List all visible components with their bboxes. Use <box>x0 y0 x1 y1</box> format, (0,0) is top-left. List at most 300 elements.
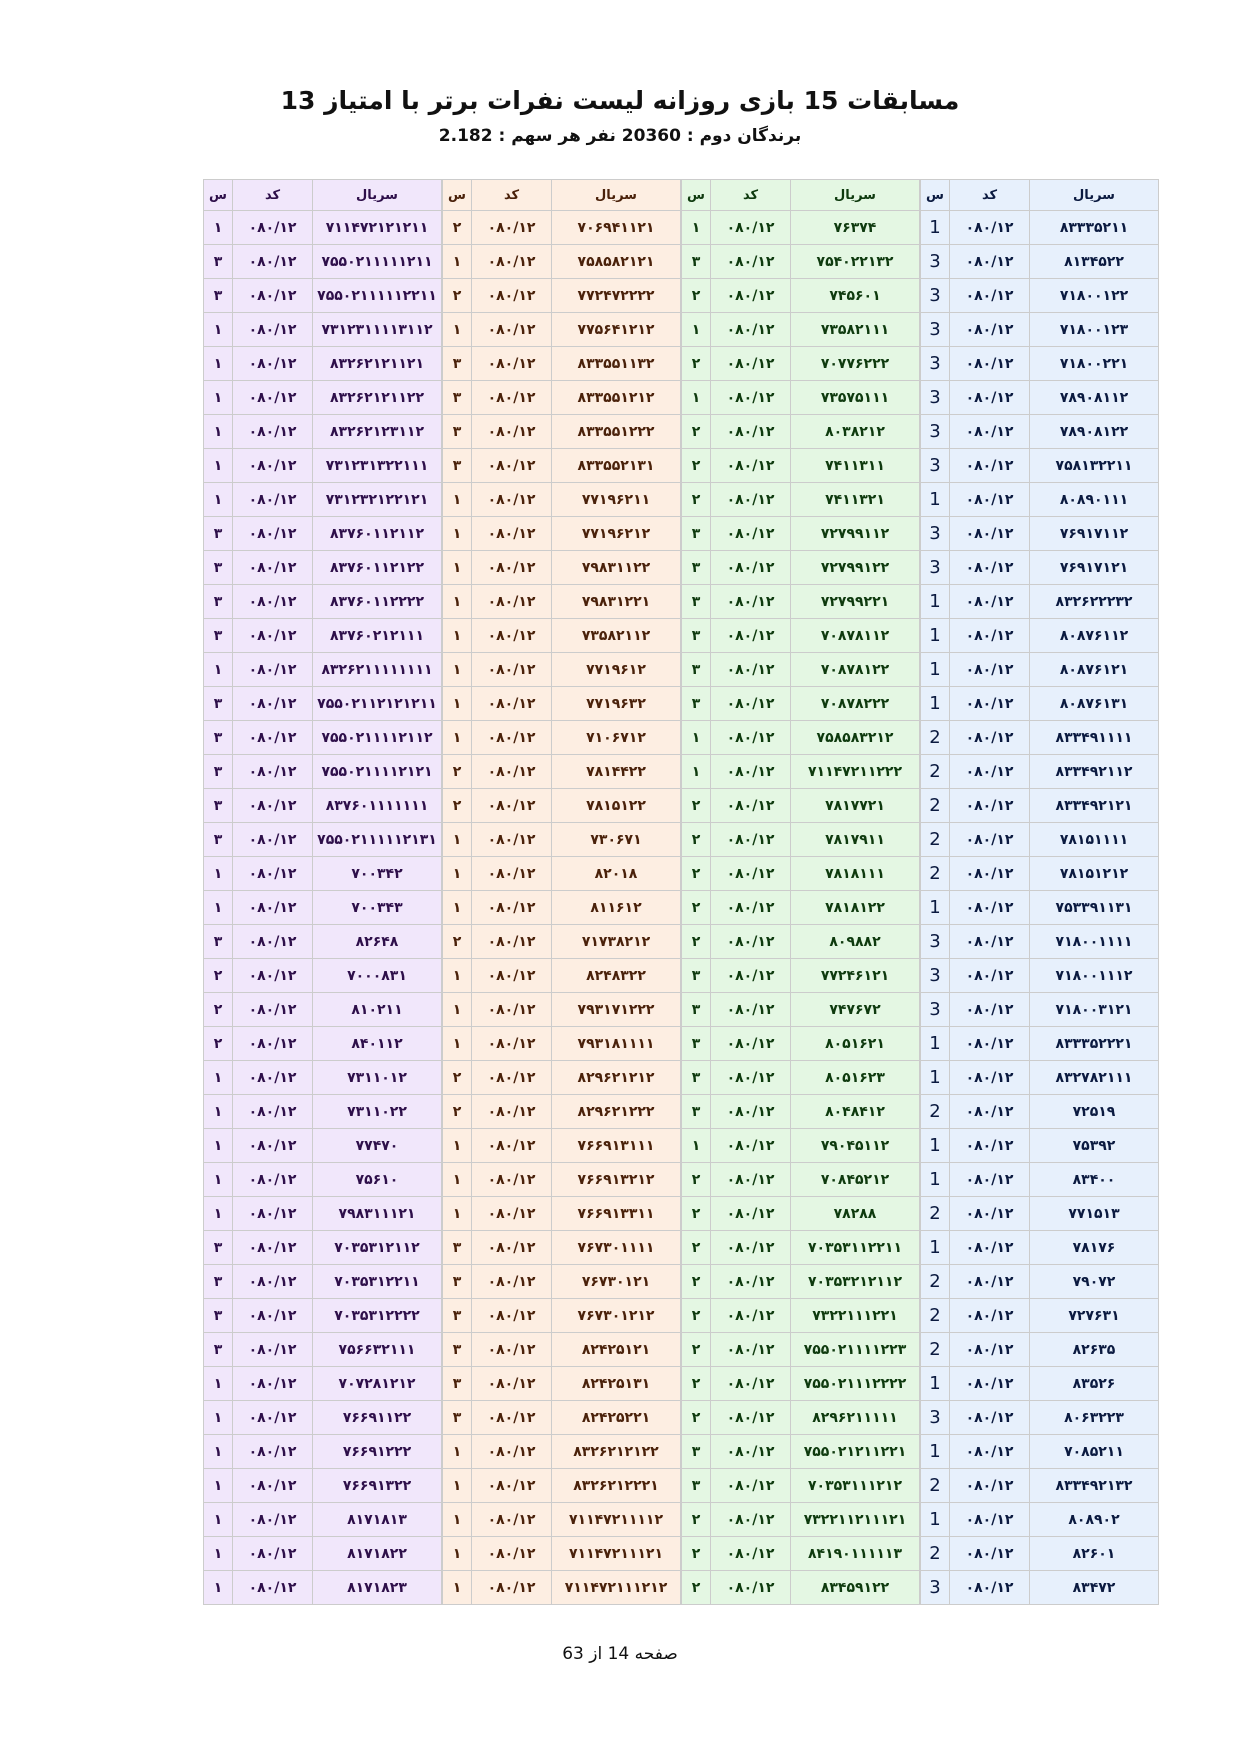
code-cell: ۰۸۰/۱۲ <box>233 687 313 721</box>
table-row <box>443 1163 681 1197</box>
s-cell: ۳ <box>682 653 711 687</box>
code-cell: ۰۸۰/۱۲ <box>950 1503 1030 1537</box>
code-cell: ۰۸۰/۱۲ <box>950 1027 1030 1061</box>
table-row <box>682 449 920 483</box>
code-cell: ۰۸۰/۱۲ <box>950 1333 1030 1367</box>
serial-cell: ۸۳۷۶۰۲۱۲۱۱۱ <box>313 619 442 653</box>
table-row <box>443 1333 681 1367</box>
serial-cell: ۸۳۷۶۰۱۱۲۲۲۲ <box>313 585 442 619</box>
code-cell: ۰۸۰/۱۲ <box>950 1129 1030 1163</box>
table-row <box>204 449 442 483</box>
table-row <box>204 1129 442 1163</box>
table-row <box>921 1163 1159 1197</box>
s-cell: ۱ <box>443 823 472 857</box>
serial-cell: ۷۶۶۹۱۳۳۱۱ <box>552 1197 681 1231</box>
s-cell: ۲ <box>682 891 711 925</box>
code-cell: ۰۸۰/۱۲ <box>472 959 552 993</box>
s-cell: ۱ <box>204 1197 233 1231</box>
code-cell: ۰۸۰/۱۲ <box>233 585 313 619</box>
table-row <box>443 789 681 823</box>
s-cell: ۳ <box>682 245 711 279</box>
col-header-code: کد <box>233 180 313 211</box>
serial-cell: ۷۵۶۶۳۲۱۱۱ <box>313 1333 442 1367</box>
s-cell: ۱ <box>443 959 472 993</box>
code-cell: ۰۸۰/۱۲ <box>950 1231 1030 1265</box>
serial-cell: ۸۳۳۴۹۲۱۲۱ <box>1030 789 1159 823</box>
serial-cell: ۷۹۸۳۱۱۱۲۱ <box>313 1197 442 1231</box>
table-row <box>682 1197 920 1231</box>
code-cell: ۰۸۰/۱۲ <box>472 1333 552 1367</box>
code-cell: ۰۸۰/۱۲ <box>711 1299 791 1333</box>
serial-cell: ۷۰۷۲۸۱۲۱۲ <box>313 1367 442 1401</box>
serial-cell: ۸۳۳۴۹۱۱۱۱ <box>1030 721 1159 755</box>
s-cell: 2 <box>921 1265 950 1299</box>
serial-cell: ۸۴۱۹۰۱۱۱۱۱۳ <box>791 1537 920 1571</box>
code-cell: ۰۸۰/۱۲ <box>711 1537 791 1571</box>
serial-cell: ۸۰۴۸۴۱۲ <box>791 1095 920 1129</box>
s-cell: ۲ <box>443 789 472 823</box>
table-row <box>443 415 681 449</box>
serial-cell: ۷۱۸۰۰۱۲۳ <box>1030 313 1159 347</box>
code-cell: ۰۸۰/۱۲ <box>950 857 1030 891</box>
serial-cell: ۷۳۱۲۳۱۱۱۱۳۱۱۲ <box>313 313 442 347</box>
code-cell: ۰۸۰/۱۲ <box>233 211 313 245</box>
s-cell: 2 <box>921 755 950 789</box>
table-row <box>204 1197 442 1231</box>
serial-cell: ۸۱۷۱۸۱۳ <box>313 1503 442 1537</box>
code-cell: ۰۸۰/۱۲ <box>233 653 313 687</box>
table-row <box>921 1537 1159 1571</box>
table-row <box>204 585 442 619</box>
code-cell: ۰۸۰/۱۲ <box>711 279 791 313</box>
code-cell: ۰۸۰/۱۲ <box>472 891 552 925</box>
code-cell: ۰۸۰/۱۲ <box>711 1435 791 1469</box>
table-row <box>921 1061 1159 1095</box>
table-row <box>443 755 681 789</box>
table-row <box>682 721 920 755</box>
code-cell: ۰۸۰/۱۲ <box>711 721 791 755</box>
serial-cell: ۷۷۵۶۴۱۲۱۲ <box>552 313 681 347</box>
s-cell: 3 <box>921 1571 950 1605</box>
table-row <box>443 1129 681 1163</box>
table-row <box>682 1299 920 1333</box>
code-cell: ۰۸۰/۱۲ <box>472 823 552 857</box>
serial-cell: ۷۹۰۴۵۱۱۲ <box>791 1129 920 1163</box>
code-cell: ۰۸۰/۱۲ <box>472 1265 552 1299</box>
serial-cell: ۷۵۵۰۲۱۱۱۱۱۲۱۳۱ <box>313 823 442 857</box>
table-row <box>682 1061 920 1095</box>
code-cell: ۰۸۰/۱۲ <box>950 789 1030 823</box>
table-row <box>204 1469 442 1503</box>
code-cell: ۰۸۰/۱۲ <box>711 1469 791 1503</box>
code-cell: ۰۸۰/۱۲ <box>950 959 1030 993</box>
table-row <box>682 1571 920 1605</box>
table-row <box>921 721 1159 755</box>
code-cell: ۰۸۰/۱۲ <box>472 1095 552 1129</box>
s-cell: 1 <box>921 891 950 925</box>
serial-cell: ۸۳۴۷۲ <box>1030 1571 1159 1605</box>
table-row <box>204 211 442 245</box>
s-cell: ۱ <box>204 415 233 449</box>
s-cell: ۱ <box>443 1537 472 1571</box>
serial-cell: ۸۳۷۶۰۱۱۲۱۱۲ <box>313 517 442 551</box>
table-row <box>443 279 681 313</box>
s-cell: 3 <box>921 347 950 381</box>
serial-cell: ۸۰۵۱۶۲۱ <box>791 1027 920 1061</box>
code-cell: ۰۸۰/۱۲ <box>233 1367 313 1401</box>
table-row <box>443 483 681 517</box>
table-row <box>443 823 681 857</box>
code-cell: ۰۸۰/۱۲ <box>233 993 313 1027</box>
code-cell: ۰۸۰/۱۲ <box>711 517 791 551</box>
s-cell: ۳ <box>682 551 711 585</box>
table-row <box>921 1435 1159 1469</box>
serial-cell: ۸۲۹۶۲۱۲۱۲ <box>552 1061 681 1095</box>
header-row <box>682 180 920 211</box>
table-row <box>921 993 1159 1027</box>
serial-cell: ۸۰۳۸۲۱۲ <box>791 415 920 449</box>
code-cell: ۰۸۰/۱۲ <box>711 381 791 415</box>
serial-cell: ۸۲۹۶۲۱۱۱۱۱ <box>791 1401 920 1435</box>
table-row <box>204 415 442 449</box>
s-cell: ۱ <box>443 551 472 585</box>
table-row <box>921 1503 1159 1537</box>
table-row <box>921 687 1159 721</box>
code-cell: ۰۸۰/۱۲ <box>950 1095 1030 1129</box>
s-cell: 3 <box>921 313 950 347</box>
serial-cell: ۷۶۶۹۱۳۲۲ <box>313 1469 442 1503</box>
code-cell: ۰۸۰/۱۲ <box>950 925 1030 959</box>
s-cell: ۱ <box>204 653 233 687</box>
code-cell: ۰۸۰/۱۲ <box>711 1095 791 1129</box>
code-cell: ۰۸۰/۱۲ <box>472 789 552 823</box>
table-row <box>443 1537 681 1571</box>
serial-cell: ۸۰۶۳۲۲۳ <box>1030 1401 1159 1435</box>
code-cell: ۰۸۰/۱۲ <box>233 313 313 347</box>
serial-cell: ۸۳۴۵۹۱۲۲ <box>791 1571 920 1605</box>
table-row <box>682 517 920 551</box>
table-row <box>682 619 920 653</box>
table-row <box>682 483 920 517</box>
serial-cell: ۷۳۱۱۰۲۲ <box>313 1095 442 1129</box>
serial-cell: ۷۲۵۱۹ <box>1030 1095 1159 1129</box>
table-row <box>921 857 1159 891</box>
code-cell: ۰۸۰/۱۲ <box>711 551 791 585</box>
code-cell: ۰۸۰/۱۲ <box>233 1401 313 1435</box>
s-cell: 1 <box>921 1367 950 1401</box>
serial-cell: ۷۸۱۵۱۲۱۲ <box>1030 857 1159 891</box>
serial-cell: ۸۳۲۷۸۲۱۱۱ <box>1030 1061 1159 1095</box>
serial-cell: ۷۰۸۷۸۲۲۲ <box>791 687 920 721</box>
serial-cell: ۸۳۲۶۲۱۲۱۱۲۲ <box>313 381 442 415</box>
serial-cell: ۷۵۵۰۲۱۱۱۱۱۲۲۱۱ <box>313 279 442 313</box>
s-cell: 2 <box>921 823 950 857</box>
serial-cell: ۸۲۶۰۱ <box>1030 1537 1159 1571</box>
serial-cell: ۷۷۱۹۶۱۲ <box>552 653 681 687</box>
table-row <box>921 925 1159 959</box>
table-row <box>682 1435 920 1469</box>
code-cell: ۰۸۰/۱۲ <box>711 1367 791 1401</box>
code-cell: ۰۸۰/۱۲ <box>711 653 791 687</box>
results-block-1 <box>920 179 1159 1605</box>
serial-cell: ۷۳۱۲۳۱۳۲۲۱۱۱ <box>313 449 442 483</box>
s-cell: ۱ <box>443 1129 472 1163</box>
code-cell: ۰۸۰/۱۲ <box>233 1231 313 1265</box>
s-cell: 2 <box>921 1197 950 1231</box>
code-cell: ۰۸۰/۱۲ <box>711 1027 791 1061</box>
serial-cell: ۷۲۷۹۹۲۲۱ <box>791 585 920 619</box>
s-cell: ۲ <box>204 1027 233 1061</box>
results-grid <box>86 179 1159 1605</box>
serial-cell: ۷۶۳۷۴ <box>791 211 920 245</box>
serial-cell: ۷۵۳۹۲ <box>1030 1129 1159 1163</box>
code-cell: ۰۸۰/۱۲ <box>472 1571 552 1605</box>
s-cell: ۲ <box>682 449 711 483</box>
serial-cell: ۷۳۵۸۲۱۱۱ <box>791 313 920 347</box>
s-cell: 2 <box>921 1095 950 1129</box>
code-cell: ۰۸۰/۱۲ <box>233 1333 313 1367</box>
serial-cell: ۷۰۳۵۳۱۱۲۲۱۱ <box>791 1231 920 1265</box>
table-row <box>921 1299 1159 1333</box>
col-header-s: س <box>204 180 233 211</box>
serial-cell: ۷۱۸۰۰۳۱۲۱ <box>1030 993 1159 1027</box>
table-row <box>204 857 442 891</box>
table-row <box>443 1061 681 1095</box>
s-cell: ۱ <box>204 1401 233 1435</box>
results-block-4 <box>203 179 442 1605</box>
table-row <box>204 1333 442 1367</box>
s-cell: ۲ <box>682 925 711 959</box>
code-cell: ۰۸۰/۱۲ <box>950 1265 1030 1299</box>
serial-cell: ۷۵۸۱۳۲۲۱۱ <box>1030 449 1159 483</box>
serial-cell: ۸۳۷۶۰۱۱۱۱۱۱۱ <box>313 789 442 823</box>
code-cell: ۰۸۰/۱۲ <box>233 551 313 585</box>
code-cell: ۰۸۰/۱۲ <box>233 619 313 653</box>
code-cell: ۰۸۰/۱۲ <box>950 381 1030 415</box>
table-row <box>204 993 442 1027</box>
s-cell: ۱ <box>443 993 472 1027</box>
serial-cell: ۷۰۸۴۵۲۱۲ <box>791 1163 920 1197</box>
code-cell: ۰۸۰/۱۲ <box>233 347 313 381</box>
s-cell: ۱ <box>204 483 233 517</box>
s-cell: ۲ <box>682 1571 711 1605</box>
serial-cell: ۷۵۵۰۲۱۱۱۱۱۲۱۱ <box>313 245 442 279</box>
serial-cell: ۸۰۸۷۶۱۳۱ <box>1030 687 1159 721</box>
serial-cell: ۸۳۳۳۵۲۲۲۱ <box>1030 1027 1159 1061</box>
s-cell: ۳ <box>443 1265 472 1299</box>
table-row <box>204 1571 442 1605</box>
code-cell: ۰۸۰/۱۲ <box>711 755 791 789</box>
code-cell: ۰۸۰/۱۲ <box>950 313 1030 347</box>
s-cell: ۳ <box>443 415 472 449</box>
code-cell: ۰۸۰/۱۲ <box>711 449 791 483</box>
code-cell: ۰۸۰/۱۲ <box>472 993 552 1027</box>
s-cell: ۳ <box>204 1333 233 1367</box>
code-cell: ۰۸۰/۱۲ <box>950 347 1030 381</box>
serial-cell: ۷۰۰۰۸۳۱ <box>313 959 442 993</box>
table-row <box>443 857 681 891</box>
s-cell: ۳ <box>204 619 233 653</box>
s-cell: ۲ <box>682 1503 711 1537</box>
code-cell: ۰۸۰/۱۲ <box>233 517 313 551</box>
serial-cell: ۷۰۳۵۳۱۱۱۲۱۲ <box>791 1469 920 1503</box>
table-row <box>921 1265 1159 1299</box>
s-cell: 2 <box>921 1469 950 1503</box>
s-cell: ۲ <box>443 1095 472 1129</box>
serial-cell: ۷۵۸۵۸۳۲۱۲ <box>791 721 920 755</box>
table-row <box>921 347 1159 381</box>
serial-cell: ۸۳۳۵۵۱۲۲۲ <box>552 415 681 449</box>
s-cell: ۱ <box>443 653 472 687</box>
serial-cell: ۷۶۷۳۰۱۲۱۲ <box>552 1299 681 1333</box>
serial-cell: ۷۶۷۳۰۱۱۱۱ <box>552 1231 681 1265</box>
table-row <box>443 891 681 925</box>
table-row <box>204 347 442 381</box>
serial-cell: ۷۸۹۰۸۱۱۲ <box>1030 381 1159 415</box>
serial-cell: ۷۵۶۱۰ <box>313 1163 442 1197</box>
table-row <box>204 755 442 789</box>
serial-cell: ۷۱۱۴۷۲۱۲۱۲۱۱ <box>313 211 442 245</box>
s-cell: ۳ <box>204 517 233 551</box>
s-cell: ۲ <box>682 347 711 381</box>
table-row <box>204 1367 442 1401</box>
serial-cell: ۷۹۳۱۷۱۲۲۲ <box>552 993 681 1027</box>
s-cell: ۱ <box>204 1129 233 1163</box>
code-cell: ۰۸۰/۱۲ <box>472 1163 552 1197</box>
table-row <box>204 551 442 585</box>
code-cell: ۰۸۰/۱۲ <box>233 959 313 993</box>
serial-cell: ۷۲۷۶۳۱ <box>1030 1299 1159 1333</box>
page-subtitle: برندگان دوم : 20360 نفر هر سهم : 2.182 <box>438 126 802 146</box>
code-cell: ۰۸۰/۱۲ <box>711 687 791 721</box>
code-cell: ۰۸۰/۱۲ <box>711 925 791 959</box>
s-cell: ۳ <box>682 1469 711 1503</box>
serial-cell: ۷۶۶۹۱۲۲۲ <box>313 1435 442 1469</box>
s-cell: ۲ <box>682 415 711 449</box>
code-cell: ۰۸۰/۱۲ <box>950 1367 1030 1401</box>
table-row <box>921 1027 1159 1061</box>
table-row <box>204 1095 442 1129</box>
serial-cell: ۷۰۳۵۳۱۲۲۱۱ <box>313 1265 442 1299</box>
serial-cell: ۷۶۶۹۱۳۲۱۲ <box>552 1163 681 1197</box>
table-row <box>682 653 920 687</box>
col-header-s: س <box>682 180 711 211</box>
serial-cell: ۷۸۱۸۱۱۱ <box>791 857 920 891</box>
code-cell: ۰۸۰/۱۲ <box>950 755 1030 789</box>
s-cell: 3 <box>921 381 950 415</box>
s-cell: ۱ <box>443 1435 472 1469</box>
table-row <box>682 381 920 415</box>
col-header-s: س <box>921 180 950 211</box>
code-cell: ۰۸۰/۱۲ <box>233 1469 313 1503</box>
table-row <box>443 313 681 347</box>
code-cell: ۰۸۰/۱۲ <box>950 1435 1030 1469</box>
table-row <box>204 279 442 313</box>
s-cell: 3 <box>921 551 950 585</box>
s-cell: ۱ <box>443 483 472 517</box>
code-cell: ۰۸۰/۱۲ <box>711 993 791 1027</box>
serial-cell: ۸۲۰۱۸ <box>552 857 681 891</box>
s-cell: ۲ <box>682 1537 711 1571</box>
serial-cell: ۷۷۲۴۶۱۲۱ <box>791 959 920 993</box>
table-row <box>443 551 681 585</box>
table-row <box>682 279 920 313</box>
s-cell: ۳ <box>443 449 472 483</box>
header-row <box>443 180 681 211</box>
code-cell: ۰۸۰/۱۲ <box>711 211 791 245</box>
table-row <box>682 789 920 823</box>
code-cell: ۰۸۰/۱۲ <box>472 1061 552 1095</box>
table-row <box>204 1401 442 1435</box>
table-row <box>204 959 442 993</box>
table-row <box>443 1299 681 1333</box>
serial-cell: ۷۵۵۰۲۱۱۱۱۲۱۲۱ <box>313 755 442 789</box>
s-cell: ۳ <box>443 347 472 381</box>
code-cell: ۰۸۰/۱۲ <box>711 789 791 823</box>
serial-cell: ۷۸۲۸۸ <box>791 1197 920 1231</box>
serial-cell: ۷۷۱۹۶۲۱۱ <box>552 483 681 517</box>
serial-cell: ۷۰۶۹۴۱۱۲۱ <box>552 211 681 245</box>
table-row <box>921 1571 1159 1605</box>
serial-cell: ۷۰۸۷۸۱۱۲ <box>791 619 920 653</box>
code-cell: ۰۸۰/۱۲ <box>472 857 552 891</box>
table-row <box>443 721 681 755</box>
code-cell: ۰۸۰/۱۲ <box>950 619 1030 653</box>
code-cell: ۰۸۰/۱۲ <box>472 381 552 415</box>
s-cell: ۲ <box>443 755 472 789</box>
s-cell: ۱ <box>204 1163 233 1197</box>
table-row <box>443 1435 681 1469</box>
code-cell: ۰۸۰/۱۲ <box>233 1095 313 1129</box>
table-row <box>443 687 681 721</box>
code-cell: ۰۸۰/۱۲ <box>472 1367 552 1401</box>
serial-cell: ۷۰۰۳۴۳ <box>313 891 442 925</box>
code-cell: ۰۸۰/۱۲ <box>472 1435 552 1469</box>
s-cell: ۱ <box>682 721 711 755</box>
table-row <box>921 483 1159 517</box>
s-cell: ۱ <box>443 517 472 551</box>
s-cell: ۳ <box>204 279 233 313</box>
serial-cell: ۷۸۱۷۹۱۱ <box>791 823 920 857</box>
serial-cell: ۸۳۵۲۶ <box>1030 1367 1159 1401</box>
s-cell: ۳ <box>682 517 711 551</box>
code-cell: ۰۸۰/۱۲ <box>472 483 552 517</box>
code-cell: ۰۸۰/۱۲ <box>472 449 552 483</box>
table-row <box>682 823 920 857</box>
serial-cell: ۷۵۸۵۸۲۱۲۱ <box>552 245 681 279</box>
serial-cell: ۷۱۷۳۸۲۱۲ <box>552 925 681 959</box>
serial-cell: ۷۱۱۴۷۲۱۱۲۲۲ <box>791 755 920 789</box>
code-cell: ۰۸۰/۱۲ <box>233 823 313 857</box>
s-cell: ۳ <box>204 1299 233 1333</box>
code-cell: ۰۸۰/۱۲ <box>233 891 313 925</box>
s-cell: 1 <box>921 585 950 619</box>
serial-cell: ۸۱۰۲۱۱ <box>313 993 442 1027</box>
code-cell: ۰۸۰/۱۲ <box>711 1197 791 1231</box>
table-row <box>443 517 681 551</box>
serial-cell: ۸۲۹۶۲۱۲۲۲ <box>552 1095 681 1129</box>
s-cell: ۳ <box>204 687 233 721</box>
serial-cell: ۷۵۵۰۲۱۱۱۲۲۲۲ <box>791 1367 920 1401</box>
code-cell: ۰۸۰/۱۲ <box>472 1027 552 1061</box>
s-cell: ۱ <box>204 347 233 381</box>
code-cell: ۰۸۰/۱۲ <box>233 245 313 279</box>
code-cell: ۰۸۰/۱۲ <box>711 313 791 347</box>
serial-cell: ۸۳۲۶۲۱۲۱۱۲۱ <box>313 347 442 381</box>
serial-cell: ۷۶۷۳۰۱۲۱ <box>552 1265 681 1299</box>
s-cell: 3 <box>921 279 950 313</box>
table-row <box>204 1027 442 1061</box>
